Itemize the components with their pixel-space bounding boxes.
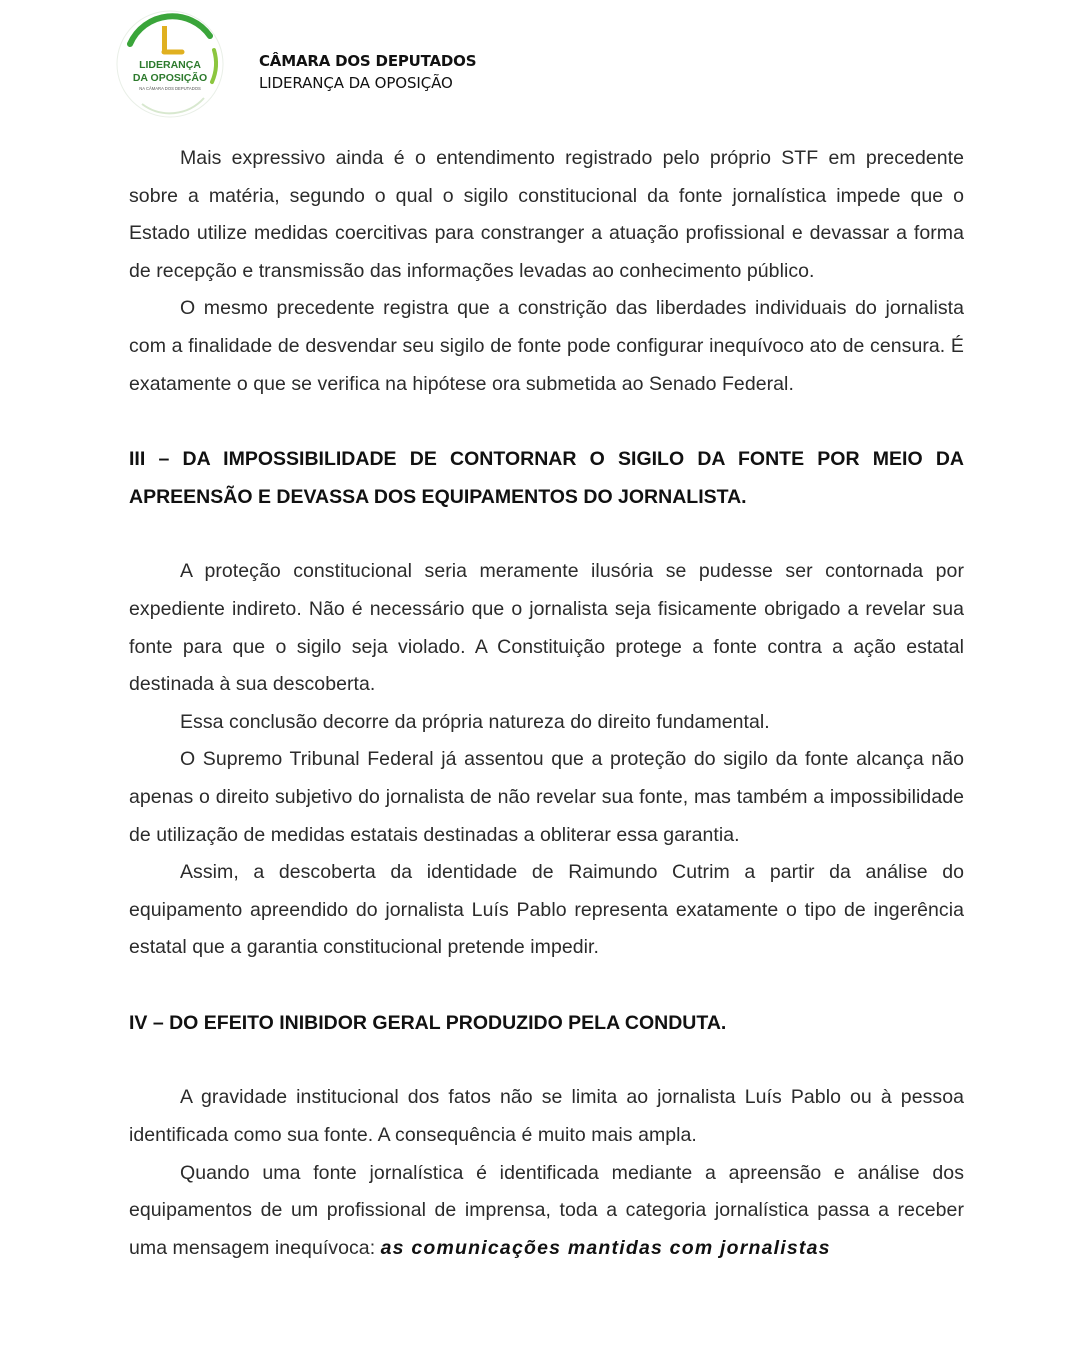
- paragraph-3: A proteção constitucional seria meramente ilusória se pudesse ser contornada por expediente indireto. Não é necessário que o jornalista seja fisicamente obrigado a revelar sua fonte para que o sigilo seja violado. A Constituição protege a fonte contra a ação estatal destinada à sua descoberta.: [129, 560, 964, 696]
- paragraph-8-text: Quando uma fonte jornalística é identificada mediante a apreensão e análise dos equipamentos de um profissional de imprensa, toda a categoria jornalística passa a receber uma mensagem inequívoca:: [129, 1161, 964, 1259]
- organization-block: [259, 50, 476, 94]
- paragraph-8: [129, 1155, 964, 1268]
- paragraph-4: Essa conclusão decorre da própria natureza do direito fundamental.: [180, 710, 770, 733]
- spacer: [129, 967, 964, 1005]
- paragraph-6: Assim, a descoberta da identidade de Raimundo Cutrim a partir da análise do equipamento apreendido do jornalista Luís Pablo representa exatamente o tipo de ingerência estatal que a garantia constitucional pretende impedir.: [129, 861, 964, 959]
- paragraph-2: O mesmo precedente registra que a constrição das liberdades individuais do jornalista com a finalidade de desvendar seu sigilo de fonte pode configurar inequívoco ato de censura. É exatamente o que se verifica na hipótese ora submetida ao Senado Federal.: [129, 297, 964, 395]
- lideranca-oposicao-logo: [112, 6, 228, 122]
- section-heading-iv: IV – DO EFEITO INIBIDOR GERAL PRODUZIDO PELA CONDUTA.: [129, 1011, 727, 1034]
- logo-line2: DA OPOSIÇÃO: [132, 72, 208, 84]
- paragraph-7: A gravidade institucional dos fatos não se limita ao jornalista Luís Pablo ou à pessoa identificada como sua fonte. A consequência é muito mais ampla.: [129, 1086, 964, 1147]
- paragraph-1: Mais expressivo ainda é o entendimento registrado pelo próprio STF em precedente sobre a matéria, segundo o qual o sigilo constitucional da fonte jornalística impede que o Estado utilize medidas coercitivas para constranger a atuação profissional e devassar a forma de recepção e transmissão das informações levadas ao conhecimento público.: [129, 147, 964, 282]
- spacer: [129, 1042, 964, 1079]
- logo-line3: NA CÂMARA DOS DEPUTADOS: [139, 86, 201, 91]
- paragraph-5: O Supremo Tribunal Federal já assentou que a proteção do sigilo da fonte alcança não apenas o direito subjetivo do jornalista de não revelar sua fonte, mas também a impossibilidade de utilização de medidas estatais destinadas a obliterar essa garantia.: [129, 748, 964, 846]
- page-header: [0, 0, 1080, 130]
- logo-line1: LIDERANÇA: [139, 59, 201, 71]
- paragraph-8-emphasis: as comunicações mantidas com jornalistas: [380, 1236, 831, 1259]
- organization-subtitle: LIDERANÇA DA OPOSIÇÃO: [259, 74, 453, 92]
- document-body: [129, 140, 964, 1267]
- spacer: [129, 516, 964, 553]
- section-heading-iii: III – DA IMPOSSIBILIDADE DE CONTORNAR O SIGILO DA FONTE POR MEIO DA APREENSÃO E DEVASSA DOS EQUIPAMENTOS DO JORNALISTA.: [129, 448, 964, 508]
- organization-name: CÂMARA DOS DEPUTADOS: [259, 52, 477, 70]
- spacer: [129, 403, 964, 441]
